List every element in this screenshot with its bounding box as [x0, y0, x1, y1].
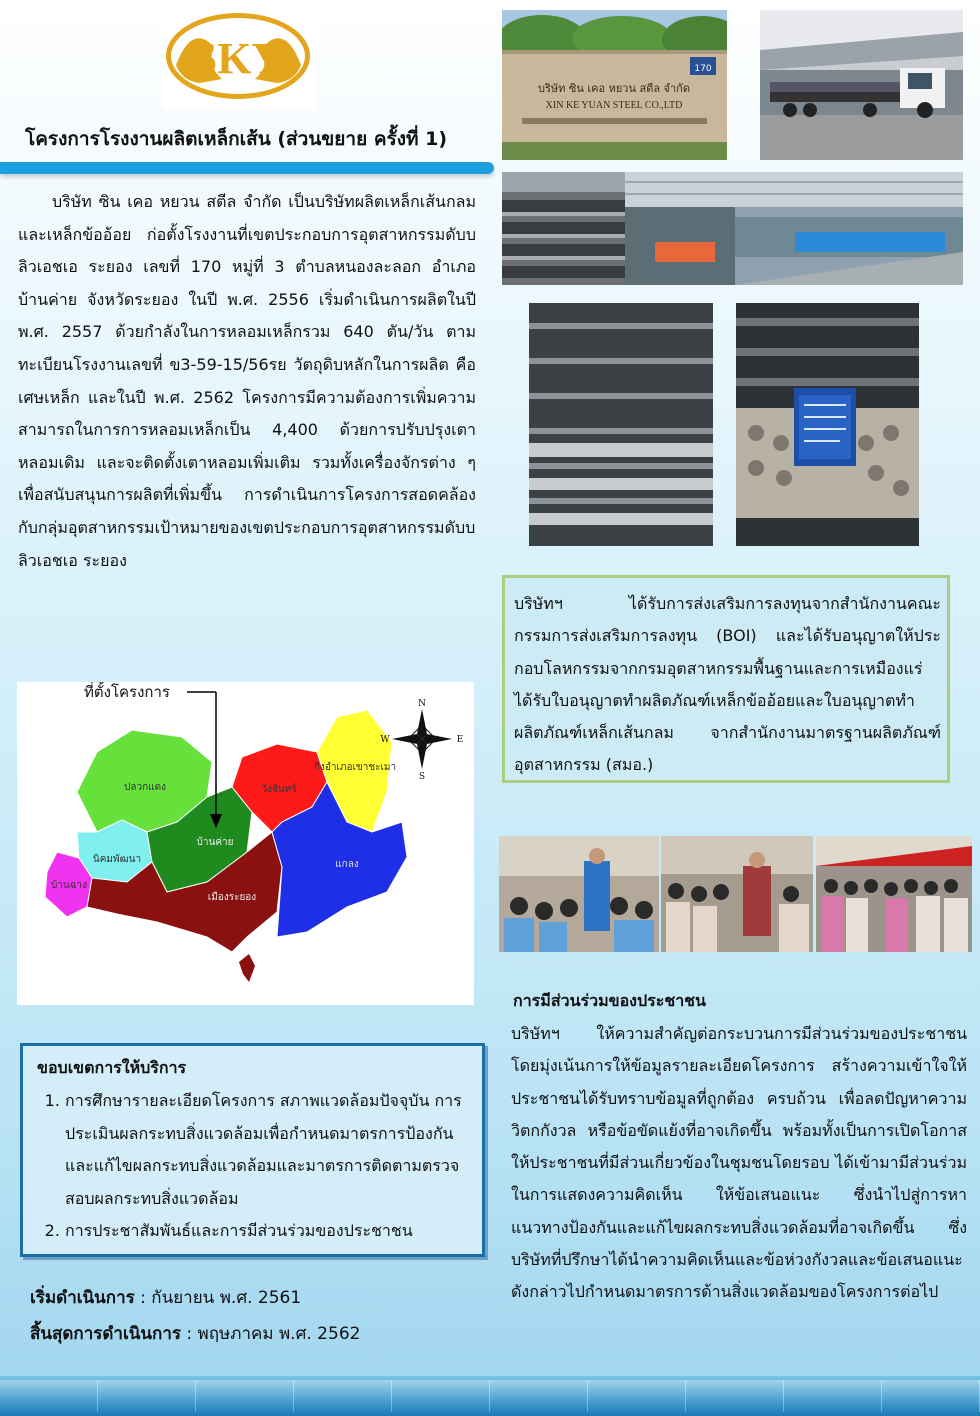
- compass-e: E: [456, 735, 464, 745]
- start-date-row: [30, 1280, 360, 1316]
- logo-text: SKY: [192, 34, 284, 83]
- photo-hearing-2: [661, 836, 813, 952]
- end-label: สิ้นสุดการดำเนินการ: [30, 1324, 181, 1344]
- project-dates: [30, 1280, 360, 1352]
- compass-w: W: [380, 735, 390, 745]
- participation-heading: การมีส่วนร่วมของประชาชน: [513, 991, 706, 1010]
- map-label-mueang-rayong: เมืองระยอง: [207, 892, 257, 903]
- title-bar-divider: [0, 162, 494, 174]
- photo-hearing-3: [816, 836, 972, 952]
- photo-factory-sign: [502, 10, 727, 160]
- map-label-khao-chamao: กิ่งอำเภอเขาชะเมา: [313, 762, 397, 773]
- sign-number: 170: [694, 64, 712, 74]
- photo-hearing-1: [499, 836, 659, 952]
- project-location-map: [17, 682, 474, 1005]
- sign-thai-name: บริษัท ซิน เคอ หยวน สตีล จำกัด: [537, 82, 691, 95]
- end-value: : พฤษภาคม พ.ศ. 2562: [181, 1324, 361, 1344]
- participation-text-block: [511, 1018, 967, 1309]
- intro-text-block: [18, 186, 476, 577]
- map-label-wang-chan: วังจันทร์: [261, 784, 297, 795]
- map-label-ban-khai: บ้านค่าย: [196, 837, 234, 848]
- boi-info-box: [502, 575, 950, 783]
- intro-paragraph: บริษัท ซิน เคอ หยวน สตีล จำกัด เป็นบริษัทผลิตเหล็กเส้นกลมและเหล็กข้ออ้อย ก่อตั้งโรงงานที่เขตประกอบการอุตสาหกรรมดับบลิวเอชเอ ระยอง เลขที่ 170 หมู่ที่ 3 ตำบลหนองละลอก อำเภอบ้านค่าย จังหวัดระยอง ในปี พ.ศ. 2556 เริ่มดำเนินการผลิตในปี พ.ศ. 2557 ด้วยกำลังในการหลอมเหล็กรวม 640 ตัน/วัน ตามทะเบียนโรงงานเลขที่ ข3-59-15/56รย วัตถุดิบหลักในการผลิต คือ เศษเหล็ก และในปี พ.ศ. 2562 โครงการมีความต้องการเพิ่มความสามารถในการการหลอมเหล็กเป็น 4,400 ด้วยการปรับปรุงเตาหลอมเดิม และจะติดตั้งเตาหลอมเพิ่มเติม รวมทั้งเครื่องจักรต่าง ๆ เพื่อสนับสนุนการผลิตที่เพิ่มขึ้น การดำเนินการโครงการสอดคล้องกับกลุ่มอุตสาหกรรมเป้าหมายของเขตประกอบการอุตสาหกรรมดับบลิวเอชเอ ระยอง: [18, 192, 476, 570]
- photo-steel-bars-stack: [529, 303, 713, 546]
- map-project-label: ที่ตั้งโครงการ: [84, 683, 170, 701]
- compass-n: N: [418, 699, 426, 709]
- map-label-ban-chang: บ้านฉาง: [50, 880, 88, 891]
- start-label: เริ่มดำเนินการ: [30, 1288, 135, 1308]
- scope-item: 1. การศึกษารายละเอียดโครงการ สภาพแวดล้อมปัจจุบัน การประเมินผลกระทบสิ่งแวดล้อมเพื่อกำหนดมาตรการป้องกันและแก้ไขผลกระทบสิ่งแวดล้อมและมาตรการติดตามตรวจสอบผลกระทบสิ่งแวดล้อม: [65, 1085, 468, 1215]
- scope-item: 2. การประชาสัมพันธ์และการมีส่วนร่วมของประชาชน: [65, 1215, 468, 1248]
- page-title: โครงการโรงงานผลิตเหล็กเส้น (ส่วนขยาย ครั้งที่ 1): [25, 128, 448, 150]
- company-logo: [162, 3, 315, 110]
- boi-text: บริษัทฯ ได้รับการส่งเสริมการลงทุนจากสำนักงานคณะกรรมการส่งเสริมการลงทุน (BOI) และได้รับอนุญาตให้ประกอบโลหกรรมจากกรมอุตสาหกรรมพื้นฐานและการเหมืองแร่ ได้รับใบอนุญาตทำผลิตภัณฑ์เหล็กข้ออ้อยและใบอนุญาตทำผลิตภัณฑ์เหล็กเส้นกลม จากสำนักงานมาตรฐานผลิตภัณฑ์อุตสาหกรรม (สมอ.): [514, 594, 941, 775]
- start-value: : กันยายน พ.ศ. 2561: [134, 1288, 302, 1308]
- map-label-nikhom: นิคมพัฒนา: [92, 854, 142, 865]
- footer-decoration: [0, 1376, 980, 1416]
- map-label-klaeng: แกลง: [335, 859, 359, 870]
- photo-steel-bars-with-tag: [736, 303, 919, 546]
- scope-list: [37, 1085, 468, 1248]
- photo-rebar-bundles: [502, 172, 625, 285]
- sign-english-name: XIN KE YUAN STEEL CO.,LTD: [545, 100, 683, 111]
- photo-steel-truck: [760, 10, 963, 160]
- scope-heading: ขอบเขตการให้บริการ: [37, 1058, 187, 1077]
- service-scope-box: [20, 1043, 485, 1257]
- photo-rolling-mill: [625, 172, 963, 285]
- map-label-pluak-daeng: ปลวกแดง: [124, 782, 166, 793]
- participation-paragraph: บริษัทฯ ให้ความสำคัญต่อกระบวนการมีส่วนร่วมของประชาชน โดยมุ่งเน้นการให้ข้อมูลรายละเอียดโครงการ สร้างความเข้าใจให้ประชาชนได้รับทราบข้อมูลที่ถูกต้อง ครบถ้วน เพื่อลดปัญหาความวิตกกังวล หรือข้อขัดแย้งที่อาจเกิดขึ้น พร้อมทั้งเป็นการเปิดโอกาสให้ประชาชนที่มีส่วนเกี่ยวข้องในชุมชนโดยรอบ ได้เข้ามามีส่วนร่วมในการแสดงความคิดเห็น ให้ข้อเสนอแนะ ซึ่งนำไปสู่การหาแนวทางป้องกันและแก้ไขผลกระทบสิ่งแวดล้อมที่อาจเกิดขึ้น ซึ่งบริษัทที่ปรึกษาได้นำความคิดเห็นและข้อห่วงกังวลและข้อเสนอแนะดังกล่าวไปกำหนดมาตรการด้านสิ่งแวดล้อมของโครงการต่อไป: [511, 1024, 967, 1302]
- compass-s: S: [418, 772, 426, 782]
- end-date-row: [30, 1316, 360, 1352]
